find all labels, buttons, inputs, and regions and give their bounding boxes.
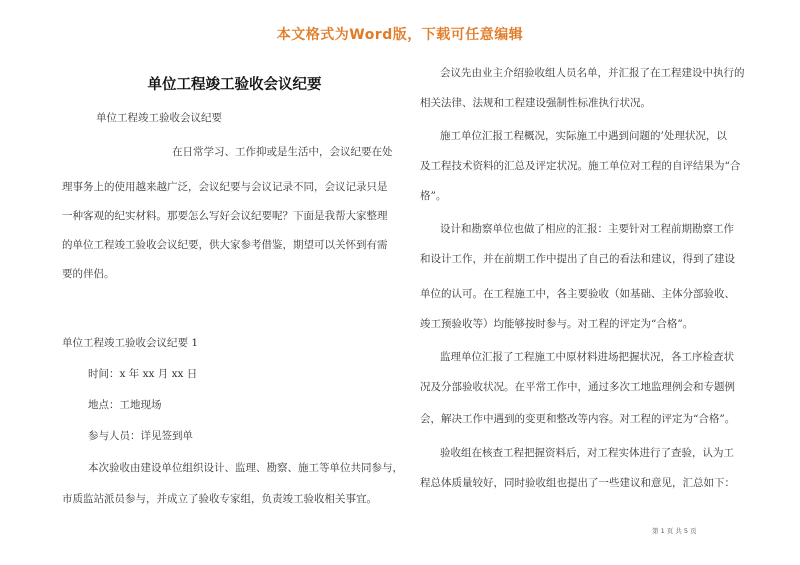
paragraph-line: 及工程技术资料的汇总及评定状况。施工单位对工程的自评结果为“合 [420,160,741,172]
page-number: 第 1 页 共 5 页 [652,527,697,535]
paragraph-line: 要的伴侣。 [62,268,115,280]
subtitle-line: 单位工程竣工验收会议纪要 [96,112,222,124]
paragraph-line: 竣工预验收等）均能够按时参与。对工程的评定为“合格”。 [420,318,694,330]
paragraph-line: 一种客观的纪实材料。那要怎么写好会议纪要呢？下面是我帮大家整理 [62,210,388,222]
meeting-attendees: 参与人员：详见签到单 [88,430,193,442]
paragraph-line: 单位的认可。在工程施工中，各主要验收（如基础、主体分部验收、 [420,288,735,300]
paragraph-line: 本次验收由建设单位组织设计、监理、勘察、施工等单位共同参与， [88,462,403,474]
section-heading: 单位工程竣工验收会议纪要 1 [62,337,199,349]
paragraph-line: 施工单位汇报工程概况，实际施工中遇到问题的’处理状况，以 [440,130,727,142]
meeting-location: 地点：工地现场 [88,399,162,411]
paragraph-line: 况及分部验收状况。在平常工作中，通过多次工地监理例会和专题例 [420,381,735,393]
paragraph-line: 监理单位汇报了工程施工中原材料进场把握状况，各工序检查状 [440,351,734,363]
paragraph-line: 会，解决工作中遇到的变更和整改等内容。对工程的评定为“合格”。 [420,413,736,425]
paragraph-line: 理事务上的使用越来越广泛，会议纪要与会议记录不同，会议记录只是 [62,181,388,193]
paragraph-line: 在日常学习、工作抑或是生活中，会议纪要在处 [172,146,393,158]
download-banner: 本文格式为Word版，下载可任意编辑 [276,27,524,43]
paragraph-line: 的单位工程竣工验收会议纪要，供大家参考借鉴，期望可以关怀到有需 [62,239,388,251]
paragraph-line: 程总体质量较好，同时验收组也提出了一些建议和意见，汇总如下： [420,477,735,489]
document-title: 单位工程竣工验收会议纪要 [147,77,322,93]
paragraph-line: 相关法律、法规和工程建设强制性标准执行状况。 [420,97,651,109]
paragraph-line: 验收组在核查工程把握资料后，对工程实体进行了查验，认为工 [440,447,734,459]
paragraph-line: 设计和勘察单位也做了相应的汇报：主要针对工程前期勘察工作 [440,223,734,235]
meeting-time: 时间：x 年 xx 月 xx 日 [88,368,198,380]
paragraph-line: 和设计工作，并在前期工作中提出了自己的看法和建议，得到了建设 [420,253,735,265]
paragraph-line: 格”。 [420,190,447,202]
paragraph-line: 市质监站派员参与，并成立了验收专家组，负责竣工验收相关事宜。 [62,493,377,505]
paragraph-line: 会议先由业主介绍验收组人员名单，并汇报了在工程建设中执行的 [440,67,745,79]
